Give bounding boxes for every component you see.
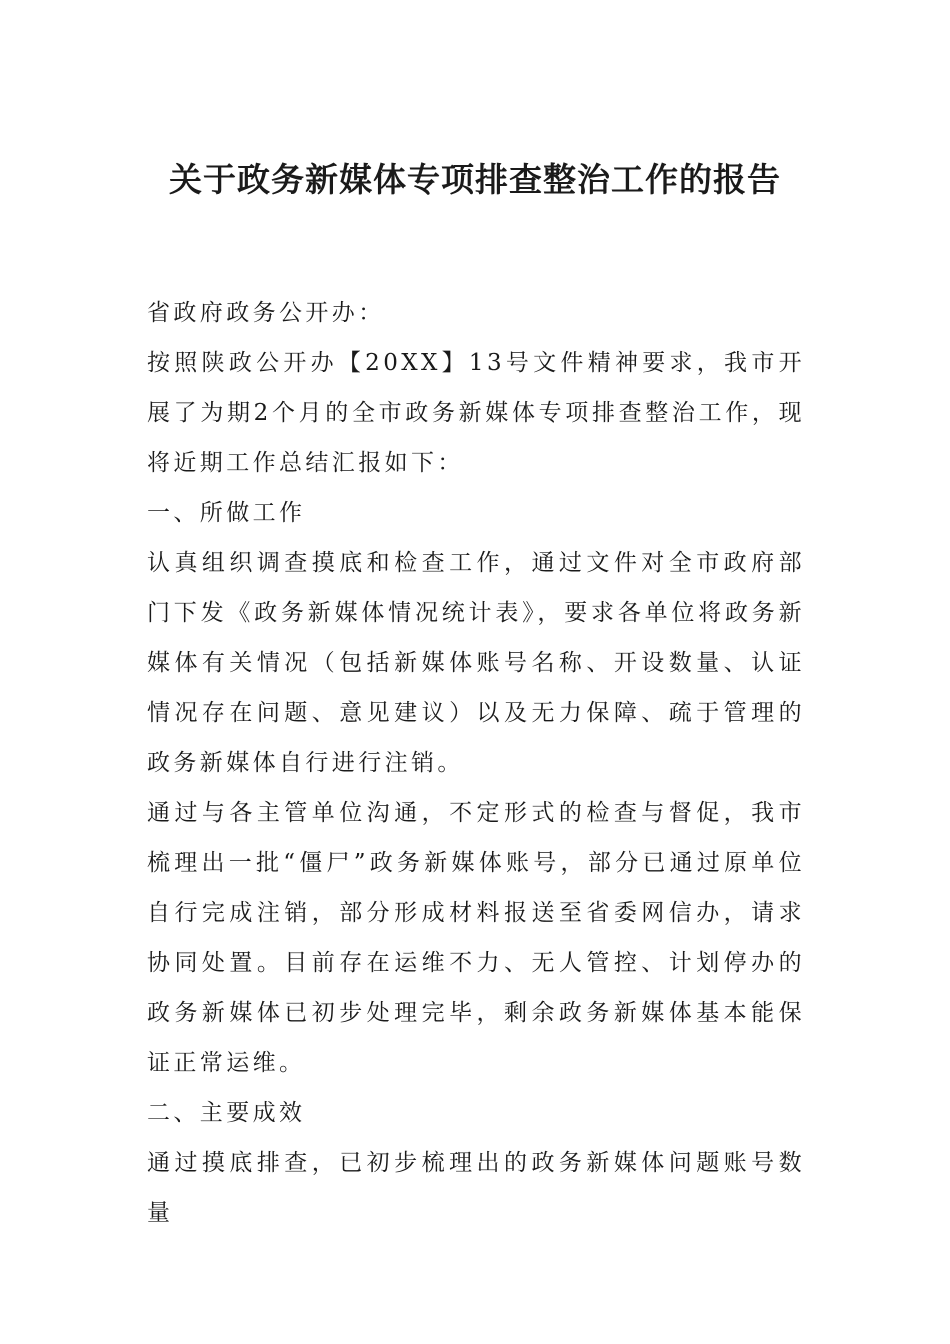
paragraph-communication: 通过与各主管单位沟通，不定形式的检查与督促，我市梳理出一批“僵尸”政务新媒体账号，部分已通过原单位自行完成注销，部分形成材料报送至省委网信办，请求协同处置。目前存在运维不力、无人管控、计划停办的政务新媒体已初步处理完毕，剩余政务新媒体基本能保证正常运维。 — [147, 800, 805, 1076]
section-heading-results: 二、主要成效 — [147, 1100, 306, 1126]
intro-paragraph: 按照陕政公开办【20XX】13号文件精神要求，我市开展了为期2个月的全市政务新媒体专项排查整治工作，现将近期工作总结汇报如下： — [147, 350, 805, 476]
salutation: 省政府政务公开办： — [147, 300, 385, 326]
paragraph-results: 通过摸底排查，已初步梳理出的政务新媒体问题账号数量 — [147, 1150, 805, 1226]
section-heading-work-done: 一、所做工作 — [147, 500, 306, 526]
document-body — [147, 288, 805, 1238]
document-title: 关于政务新媒体专项排查整治工作的报告 — [169, 160, 781, 199]
paragraph-investigation: 认真组织调查摸底和检查工作，通过文件对全市政府部门下发《政务新媒体情况统计表》，要求各单位将政务新媒体有关情况（包括新媒体账号名称、开设数量、认证情况存在问题、意见建议）以及无力保障、疏于管理的政务新媒体自行进行注销。 — [147, 550, 805, 776]
